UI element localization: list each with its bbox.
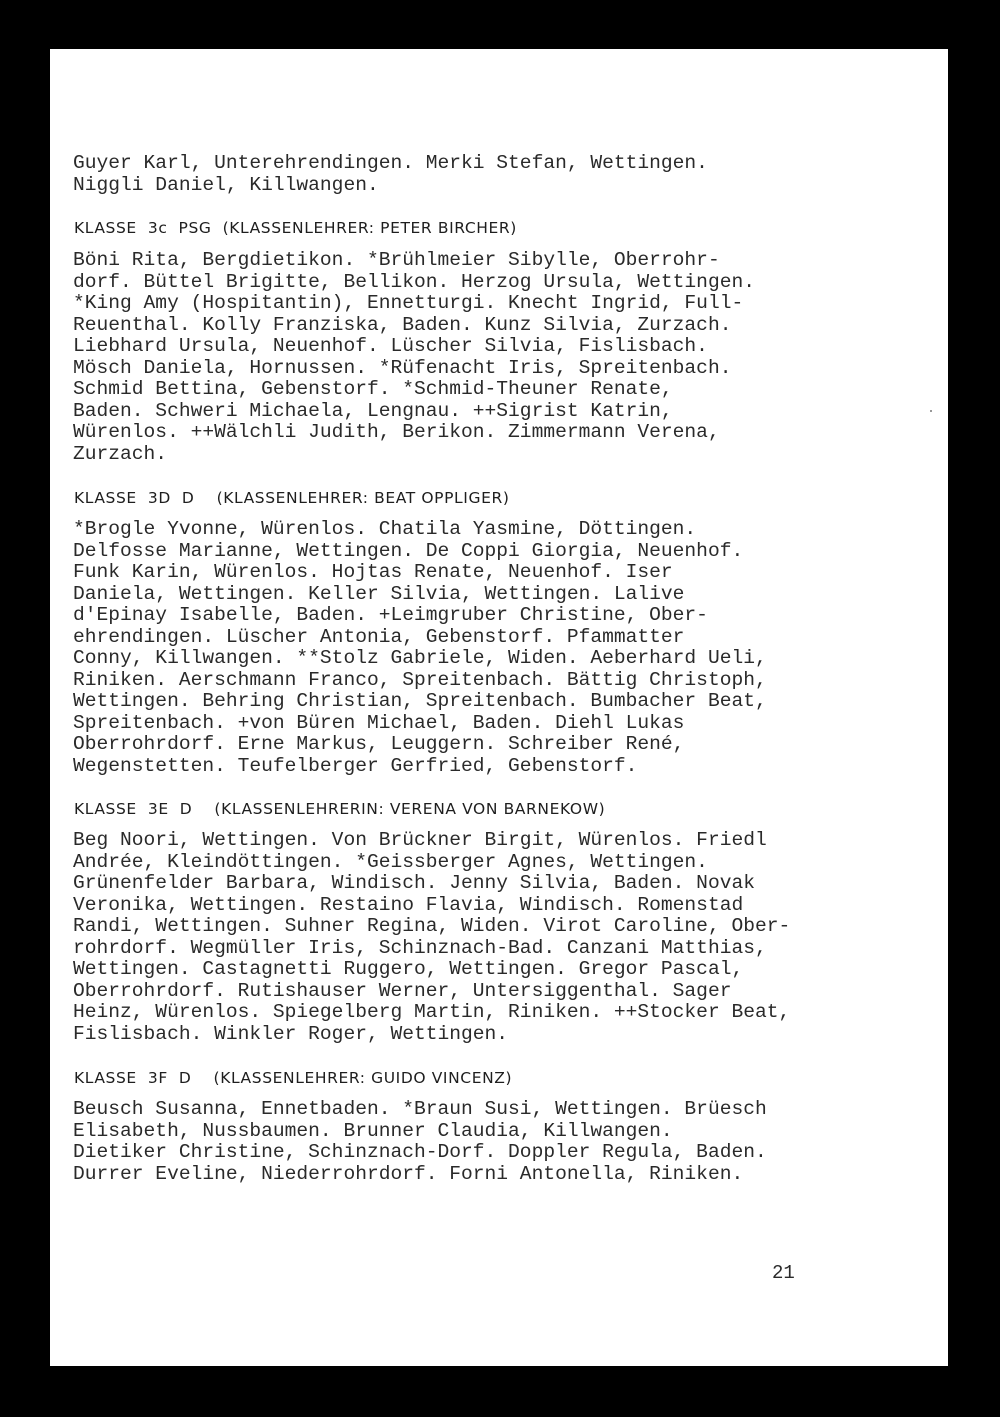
class-3c-heading: KLASSE 3c PSG (KLASSENLEHRER: PETER BIRCHER) [74,219,517,237]
class-3e-heading: KLASSE 3E D (KLASSENLEHRERIN: VERENA VON BARNEKOW) [74,800,606,818]
class-3e-students: Beg Noori, Wettingen. Von Brückner Birgit, Würenlos. Friedl Andrée, Kleindöttingen. *Geissberger Agnes, Wettingen. Grünenfelder Barbara, Windisch. Jenny Silvia, Baden. Novak Veronika, Wettingen. Restaino Flavia, Windisch. Romenstad Randi, Wettingen. Suhner Regina, Widen. Virot Caroline, Ober- rohrdorf. Wegmüller Iris, Schinznach-Bad. Canzani Matthias, Wettingen. Castagnetti Ruggero, Wettingen. Gregor Pascal, Oberrohrdorf. Rutishauser Werner, Untersiggenthal. Sager Heinz, Würenlos. Spiegelberg Martin, Riniken. ++Stocker Beat, Fislisbach. Winkler Roger, Wettingen. [73,829,791,1045]
class-3f-heading: KLASSE 3F D (KLASSENLEHRER: GUIDO VINCENZ) [74,1069,513,1087]
class-3d-heading: KLASSE 3D D (KLASSENLEHRER: BEAT OPPLIGER) [74,489,510,507]
scan-speck [930,410,932,412]
page-number: 21 [772,1262,795,1284]
document-page [50,49,948,1366]
class-3c-students: Böni Rita, Bergdietikon. *Brühlmeier Sibylle, Oberrohr- dorf. Büttel Brigitte, Bellikon. Herzog Ursula, Wettingen. *King Amy (Hospitantin), Ennetturgi. Knecht Ingrid, Full- Reuenthal. Kolly Franziska, Baden. Kunz Silvia, Zurzach. Liebhard Ursula, Neuenhof. Lüscher Silvia, Fislisbach. Mösch Daniela, Hornussen. *Rüfenacht Iris, Spreitenbach. Schmid Bettina, Gebenstorf. *Schmid-Theuner Renate, Baden. Schweri Michaela, Lengnau. ++Sigrist Katrin, Würenlos. ++Wälchli Judith, Berikon. Zimmermann Verena, Zurzach. [73,249,755,465]
intro-text: Guyer Karl, Unterehrendingen. Merki Stefan, Wettingen. Niggli Daniel, Killwangen. [73,152,708,196]
class-3f-students: Beusch Susanna, Ennetbaden. *Braun Susi, Wettingen. Brüesch Elisabeth, Nussbaumen. Brunner Claudia, Killwangen. Dietiker Christine, Schinznach-Dorf. Doppler Regula, Baden. Durrer Eveline, Niederrohrdorf. Forni Antonella, Riniken. [73,1098,767,1185]
class-3d-students: *Brogle Yvonne, Würenlos. Chatila Yasmine, Döttingen. Delfosse Marianne, Wettingen. De Coppi Giorgia, Neuenhof. Funk Karin, Würenlos. Hojtas Renate, Neuenhof. Iser Daniela, Wettingen. Keller Silvia, Wettingen. Lalive d'Epinay Isabelle, Baden. +Leimgruber Christine, Ober- ehrendingen. Lüscher Antonia, Gebenstorf. Pfammatter Conny, Killwangen. **Stolz Gabriele, Widen. Aeberhard Ueli, Riniken. Aerschmann Franco, Spreitenbach. Bättig Christoph, Wettingen. Behring Christian, Spreitenbach. Bumbacher Beat, Spreitenbach. +von Büren Michael, Baden. Diehl Lukas Oberrohrdorf. Erne Markus, Leuggern. Schreiber René, Wegenstetten. Teufelberger Gerfried, Gebenstorf. [73,518,767,777]
